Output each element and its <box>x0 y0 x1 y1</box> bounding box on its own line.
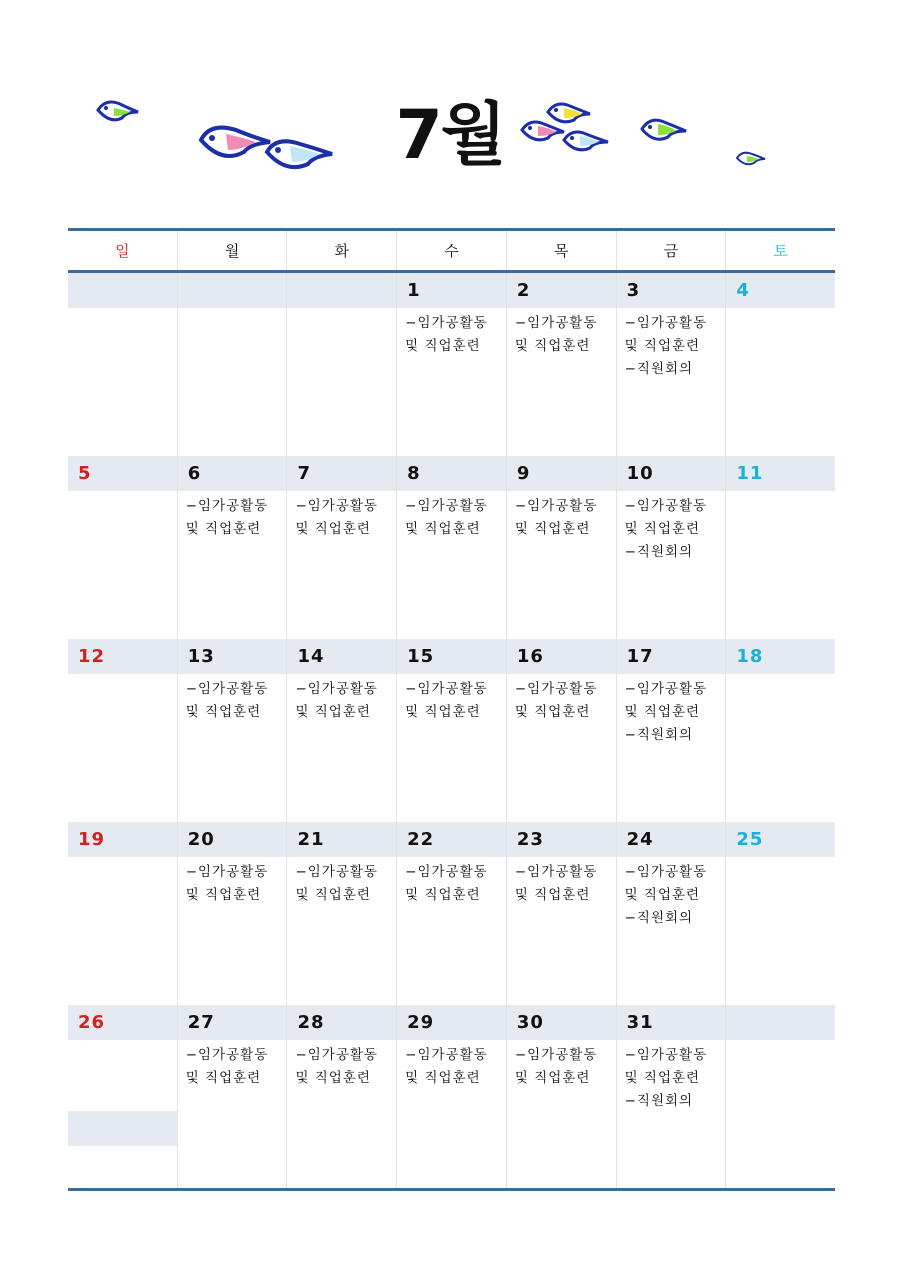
day-number: 24 <box>617 822 726 857</box>
event-line: 및 직업훈련 <box>185 521 262 537</box>
day-events <box>507 674 616 724</box>
event-line: 및 직업훈련 <box>295 887 371 903</box>
day-events <box>287 491 396 541</box>
day-events <box>507 857 616 907</box>
weekday-label: 일 <box>115 242 130 260</box>
event-line: 및 직업훈련 <box>624 338 701 354</box>
day-cell[interactable] <box>506 1005 616 1188</box>
day-events <box>397 857 506 907</box>
day-number: 13 <box>178 639 287 674</box>
day-cell[interactable] <box>286 273 396 456</box>
day-cell[interactable] <box>616 273 726 456</box>
day-number: 3 <box>617 273 726 308</box>
event-line: 및 직업훈련 <box>185 887 262 903</box>
day-number <box>287 273 396 308</box>
day-cell[interactable] <box>286 1005 396 1188</box>
event-line: −임가공활동 <box>405 1047 488 1063</box>
event-line: 및 직업훈련 <box>185 704 262 720</box>
day-number: 15 <box>397 639 506 674</box>
day-number: 30 <box>507 1005 616 1040</box>
day-cell[interactable] <box>68 273 177 456</box>
day-events <box>178 491 287 541</box>
event-line: −임가공활동 <box>295 681 378 697</box>
day-cell[interactable] <box>286 822 396 1005</box>
day-cell[interactable] <box>616 456 726 639</box>
event-line: −임가공활동 <box>405 864 488 880</box>
event-line: 및 직업훈련 <box>405 887 481 903</box>
day-events <box>287 1040 396 1090</box>
event-line: −임가공활동 <box>514 681 598 697</box>
day-cell[interactable] <box>725 639 835 822</box>
event-line: 및 직업훈련 <box>624 1070 701 1086</box>
weekday-label: 목 <box>506 231 616 270</box>
event-line: −임가공활동 <box>624 498 708 514</box>
day-cell[interactable] <box>616 639 726 822</box>
day-events <box>397 674 506 724</box>
day-number: 9 <box>507 456 616 491</box>
day-cell[interactable] <box>506 822 616 1005</box>
event-line: 및 직업훈련 <box>405 338 481 354</box>
page-title: 7월 <box>395 96 505 175</box>
event-line: 및 직업훈련 <box>405 1070 481 1086</box>
weeks <box>68 273 835 1188</box>
event-line: −임가공활동 <box>185 1047 269 1063</box>
day-number: 7 <box>287 456 396 491</box>
event-line: 및 직업훈련 <box>514 338 591 354</box>
event-line: 및 직업훈련 <box>514 1070 591 1086</box>
day-number: 26 <box>68 1005 177 1040</box>
day-number: 5 <box>68 456 177 491</box>
bottom-rule <box>68 1188 835 1191</box>
day-events <box>397 308 506 358</box>
day-number: 18 <box>726 639 835 674</box>
day-cell[interactable] <box>177 273 287 456</box>
week-row <box>68 639 835 822</box>
event-line: 및 직업훈련 <box>405 521 481 537</box>
event-meeting: −직원회의 <box>624 1093 694 1109</box>
event-line: −임가공활동 <box>405 681 488 697</box>
event-line: −임가공활동 <box>624 315 708 331</box>
event-line: −임가공활동 <box>514 315 598 331</box>
event-line: −임가공활동 <box>295 1047 378 1063</box>
event-line: −임가공활동 <box>514 498 598 514</box>
day-number: 6 <box>178 456 287 491</box>
day-cell[interactable] <box>68 1005 177 1188</box>
event-line: −임가공활동 <box>514 864 598 880</box>
day-cell[interactable] <box>396 273 506 456</box>
day-number <box>726 1005 835 1040</box>
event-meeting: −직원회의 <box>624 910 694 926</box>
event-line: 및 직업훈련 <box>514 521 591 537</box>
day-number: 4 <box>726 273 835 308</box>
day-events <box>287 857 396 907</box>
event-line: 및 직업훈련 <box>624 521 701 537</box>
day-cell[interactable] <box>725 1005 835 1188</box>
day-number: 29 <box>397 1005 506 1040</box>
day-number: 11 <box>726 456 835 491</box>
event-line: 및 직업훈련 <box>295 1070 371 1086</box>
day-cell[interactable] <box>396 639 506 822</box>
event-line: −임가공활동 <box>405 498 488 514</box>
calendar <box>68 228 835 1191</box>
day-events <box>178 674 287 724</box>
day-cell[interactable] <box>396 822 506 1005</box>
day-cell[interactable] <box>286 456 396 639</box>
day-number: 20 <box>178 822 287 857</box>
weekday-label: 월 <box>177 231 287 270</box>
day-cell[interactable] <box>177 456 287 639</box>
day-events <box>507 491 616 541</box>
day-number: 25 <box>726 822 835 857</box>
day-number: 14 <box>287 639 396 674</box>
day-cell[interactable] <box>177 639 287 822</box>
event-line: 및 직업훈련 <box>185 1070 262 1086</box>
week-row <box>68 456 835 639</box>
event-line: −임가공활동 <box>405 315 488 331</box>
day-cell[interactable] <box>725 273 835 456</box>
day-cell[interactable] <box>68 456 177 639</box>
day-number: 12 <box>68 639 177 674</box>
event-meeting: −직원회의 <box>624 544 694 560</box>
event-line: −임가공활동 <box>185 498 269 514</box>
event-line: 및 직업훈련 <box>514 887 591 903</box>
day-events <box>397 1040 506 1090</box>
day-cell[interactable] <box>177 822 287 1005</box>
weekday-header <box>68 231 835 273</box>
day-cell[interactable] <box>396 1005 506 1188</box>
day-events <box>617 857 726 930</box>
shaded-band <box>68 1111 177 1146</box>
day-cell[interactable] <box>506 273 616 456</box>
event-line: −임가공활동 <box>295 498 378 514</box>
day-cell[interactable] <box>506 639 616 822</box>
day-number: 22 <box>397 822 506 857</box>
event-line: 및 직업훈련 <box>624 704 701 720</box>
event-line: 및 직업훈련 <box>295 704 371 720</box>
weekday-label: 금 <box>616 231 726 270</box>
day-number <box>178 273 287 308</box>
event-line: −임가공활동 <box>624 1047 708 1063</box>
event-line: 및 직업훈련 <box>624 887 701 903</box>
day-number: 16 <box>507 639 616 674</box>
weekday-label: 수 <box>396 231 506 270</box>
day-cell[interactable] <box>286 639 396 822</box>
day-number: 28 <box>287 1005 396 1040</box>
day-events <box>178 857 287 907</box>
week-row <box>68 1005 835 1188</box>
day-number: 23 <box>507 822 616 857</box>
day-number <box>68 273 177 308</box>
day-events <box>507 308 616 358</box>
event-line: −임가공활동 <box>624 681 708 697</box>
event-line: −임가공활동 <box>624 864 708 880</box>
day-events <box>617 308 726 381</box>
week-row <box>68 273 835 456</box>
day-cell[interactable] <box>725 822 835 1005</box>
day-events <box>507 1040 616 1090</box>
day-cell[interactable] <box>68 639 177 822</box>
event-meeting: −직원회의 <box>624 361 694 377</box>
day-number: 21 <box>287 822 396 857</box>
day-cell[interactable] <box>616 1005 726 1188</box>
day-cell[interactable] <box>506 456 616 639</box>
event-meeting: −직원회의 <box>624 727 694 743</box>
day-number: 1 <box>397 273 506 308</box>
day-events <box>178 1040 287 1090</box>
day-events <box>617 674 726 747</box>
day-number: 8 <box>397 456 506 491</box>
day-number: 27 <box>178 1005 287 1040</box>
event-line: 및 직업훈련 <box>405 704 481 720</box>
day-number: 19 <box>68 822 177 857</box>
day-cell[interactable] <box>68 822 177 1005</box>
weekday-label: 토 <box>725 231 835 270</box>
event-line: −임가공활동 <box>185 864 269 880</box>
day-number: 2 <box>507 273 616 308</box>
day-cell[interactable] <box>616 822 726 1005</box>
day-cell[interactable] <box>177 1005 287 1188</box>
weekday-label: 화 <box>286 231 396 270</box>
event-line: −임가공활동 <box>514 1047 598 1063</box>
day-events <box>617 491 726 564</box>
day-number: 17 <box>617 639 726 674</box>
week-row <box>68 822 835 1005</box>
day-cell[interactable] <box>725 456 835 639</box>
day-number: 10 <box>617 456 726 491</box>
day-number: 31 <box>617 1005 726 1040</box>
event-line: 및 직업훈련 <box>514 704 591 720</box>
event-line: −임가공활동 <box>295 864 378 880</box>
day-events <box>397 491 506 541</box>
event-line: −임가공활동 <box>185 681 269 697</box>
day-cell[interactable] <box>396 456 506 639</box>
day-events <box>617 1040 726 1113</box>
day-events <box>287 674 396 724</box>
event-line: 및 직업훈련 <box>295 521 371 537</box>
